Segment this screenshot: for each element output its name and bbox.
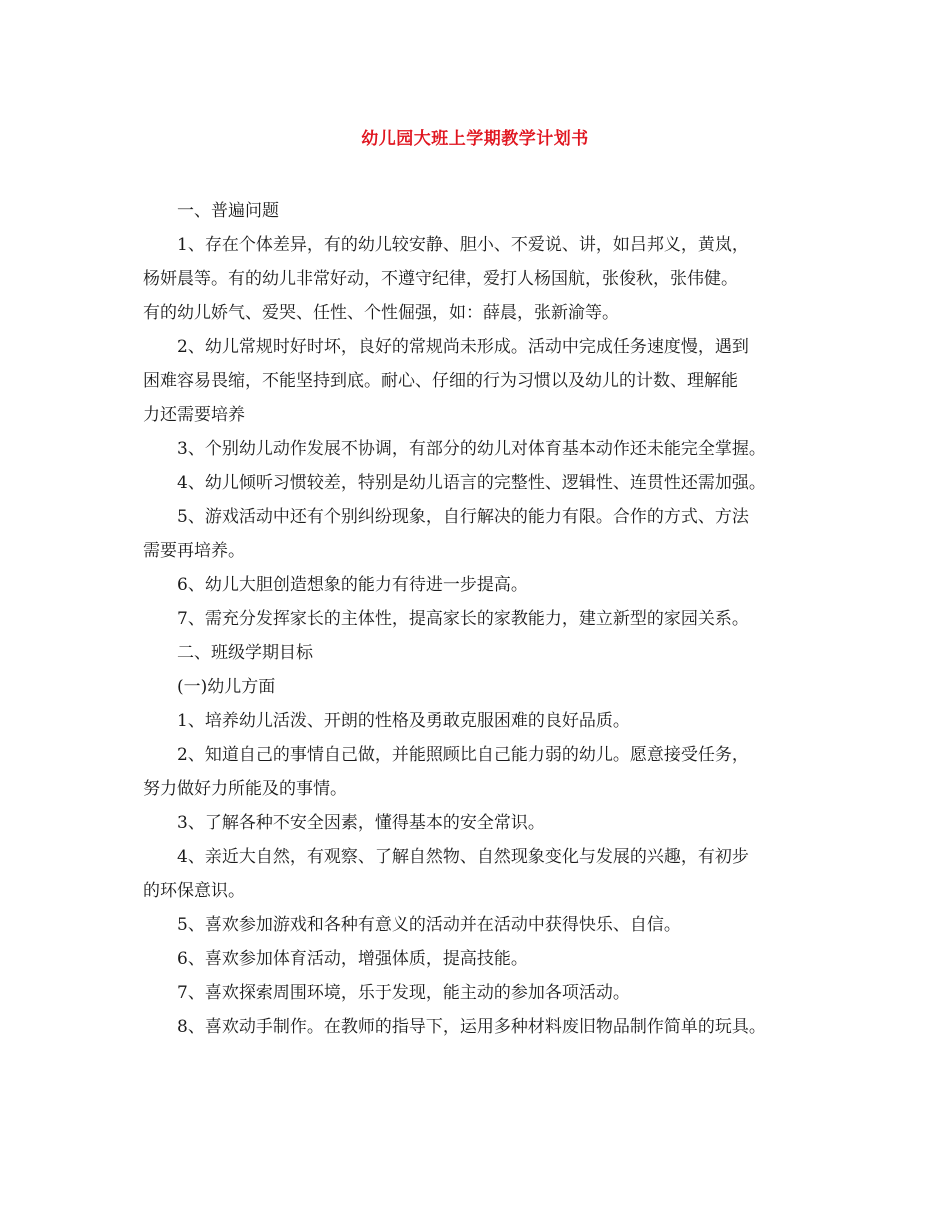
paragraph (143, 500, 833, 568)
paragraph-line: 6、幼儿大胆创造想象的能力有待进一步提高。 (177, 575, 528, 595)
paragraph-line: 的环保意识。 (143, 881, 245, 901)
paragraph-line: (一)幼儿方面 (177, 677, 276, 697)
paragraph-line: 二、班级学期目标 (177, 643, 313, 663)
paragraph (143, 1010, 833, 1044)
paragraph-line: 2、幼儿常规时好时坏，良好的常规尚未形成。活动中完成任务速度慢，遇到 (177, 337, 749, 357)
paragraph (143, 194, 833, 228)
paragraph (143, 228, 833, 330)
paragraph-line: 8、喜欢动手制作。在教师的指导下，运用多种材料废旧物品制作简单的玩具。 (177, 1017, 766, 1037)
paragraph-line: 力还需要培养 (143, 405, 245, 425)
paragraph-line: 7、需充分发挥家长的主体性，提高家长的家教能力，建立新型的家园关系。 (177, 609, 749, 629)
paragraph-line: 7、喜欢探索周围环境，乐于发现，能主动的参加各项活动。 (177, 983, 630, 1003)
paragraph (143, 908, 833, 942)
paragraph-line: 4、亲近大自然，有观察、了解自然物、自然现象变化与发展的兴趣，有初步 (177, 847, 749, 867)
document-title: 幼儿园大班上学期教学计划书 (361, 129, 589, 149)
paragraph (143, 806, 833, 840)
paragraph (143, 602, 833, 636)
paragraph (143, 738, 833, 806)
paragraph (143, 330, 833, 432)
paragraph (143, 942, 833, 976)
paragraph-line: 1、培养幼儿活泼、开朗的性格及勇敢克服困难的良好品质。 (177, 711, 630, 731)
paragraph (143, 840, 833, 908)
paragraph (143, 432, 833, 466)
paragraph (143, 670, 833, 704)
paragraph (143, 704, 833, 738)
paragraph-line: 一、普遍问题 (177, 201, 279, 221)
paragraph-line: 3、了解各种不安全因素，懂得基本的安全常识。 (177, 813, 545, 833)
paragraph-line: 3、个别幼儿动作发展不协调，有部分的幼儿对体育基本动作还未能完全掌握。 (177, 439, 766, 459)
paragraph (143, 976, 833, 1010)
paragraph-line: 杨妍晨等。有的幼儿非常好动，不遵守纪律，爱打人杨国航，张俊秋，张伟健。 (143, 269, 738, 289)
paragraph-line: 1、存在个体差异，有的幼儿较安静、胆小、不爱说、讲，如吕邦义，黄岚， (177, 235, 749, 255)
document-body (143, 194, 833, 1044)
paragraph-line: 努力做好力所能及的事情。 (143, 779, 347, 799)
paragraph-line: 6、喜欢参加体育活动，增强体质，提高技能。 (177, 949, 528, 969)
paragraph-line: 5、游戏活动中还有个别纠纷现象，自行解决的能力有限。合作的方式、方法 (177, 507, 749, 527)
paragraph-line: 困难容易畏缩，不能坚持到底。耐心、仔细的行为习惯以及幼儿的计数、理解能 (143, 371, 738, 391)
paragraph (143, 466, 833, 500)
paragraph-line: 4、幼儿倾听习惯较差，特别是幼儿语言的完整性、逻辑性、连贯性还需加强。 (177, 473, 766, 493)
paragraph-line: 有的幼儿娇气、爱哭、任性、个性倔强，如：薛晨，张新渝等。 (143, 303, 619, 323)
paragraph-line: 需要再培养。 (143, 541, 245, 561)
paragraph-line: 2、知道自己的事情自己做，并能照顾比自己能力弱的幼儿。愿意接受任务， (177, 745, 749, 765)
paragraph-line: 5、喜欢参加游戏和各种有意义的活动并在活动中获得快乐、自信。 (177, 915, 681, 935)
paragraph (143, 568, 833, 602)
paragraph (143, 636, 833, 670)
